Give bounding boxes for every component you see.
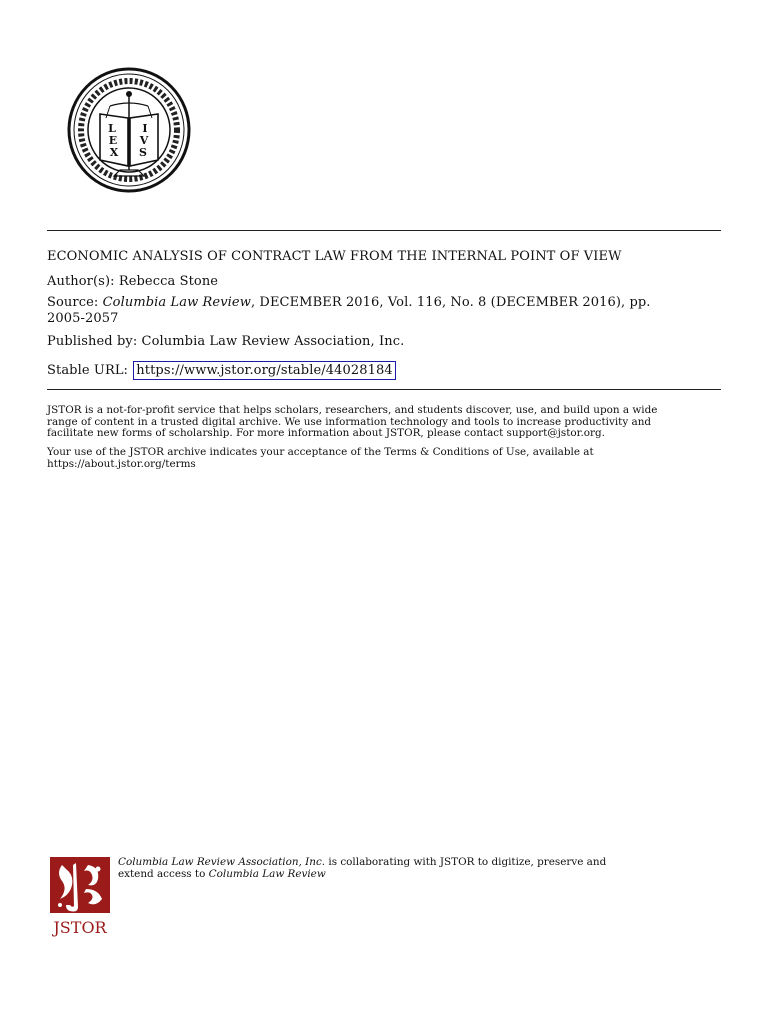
page-range: 2005-2057 (47, 311, 119, 326)
footer-publisher-name: Columbia Law Review Association, Inc. (118, 856, 326, 868)
terms-url[interactable]: https://about.jstor.org/terms (47, 457, 196, 470)
svg-text:I: I (142, 122, 148, 135)
authors-label: Author(s): (47, 274, 115, 289)
top-divider (47, 230, 721, 231)
stable-url-label: Stable URL: (47, 363, 129, 378)
jstor-description (47, 405, 727, 440)
collaboration-notice (118, 856, 678, 880)
stable-url-link[interactable]: https://www.jstor.org/stable/44028184 (133, 361, 395, 380)
collaboration-text: is collaborating with JSTOR to digitize, preserve and (325, 856, 607, 868)
journal-name: Columbia Law Review (102, 295, 251, 310)
jstor-description-line: range of content in a trusted digital archive. We use information technology and tools to increase productivity and (47, 415, 652, 428)
source-label: Source: (47, 295, 99, 310)
publisher-label: Published by: (47, 334, 138, 349)
terms-notice (47, 447, 727, 470)
svg-text:V: V (139, 134, 149, 147)
source-line (47, 295, 727, 327)
svg-text:E: E (108, 134, 118, 147)
source-detail: , DECEMBER 2016, Vol. 116, No. 8 (DECEMBER 2016), pp. (250, 295, 651, 310)
stable-url-line (47, 361, 727, 380)
authors-line (47, 274, 727, 290)
svg-text:L: L (108, 122, 116, 135)
extend-text: extend access to (118, 868, 209, 880)
collaboration-line (118, 856, 678, 868)
author-name: Rebecca Stone (118, 274, 219, 289)
svg-text:S: S (139, 146, 147, 159)
publisher-line (47, 334, 727, 350)
bottom-divider (47, 389, 721, 390)
collaboration-line (118, 868, 678, 880)
jstor-logo-icon (48, 855, 114, 937)
svg-text:X: X (109, 146, 119, 159)
jstor-description-line: facilitate new forms of scholarship. For more information about JSTOR, please contact support@jstor.org. (47, 427, 605, 439)
footer-journal-name: Columbia Law Review (208, 868, 326, 880)
publisher-name: Columbia Law Review Association, Inc. (141, 334, 405, 349)
jstor-description-line: JSTOR is a not-for-profit service that helps scholars, researchers, and students discover, use, and build upon a wide (47, 404, 658, 416)
article-title: ECONOMIC ANALYSIS OF CONTRACT LAW FROM THE INTERNAL POINT OF VIEW (47, 249, 622, 264)
seal-lex-ius-icon (66, 66, 192, 194)
jstor-logo-text: JSTOR (53, 918, 107, 937)
terms-notice-line: Your use of the JSTOR archive indicates your acceptance of the Terms & Conditions of Use, available at (47, 446, 594, 458)
